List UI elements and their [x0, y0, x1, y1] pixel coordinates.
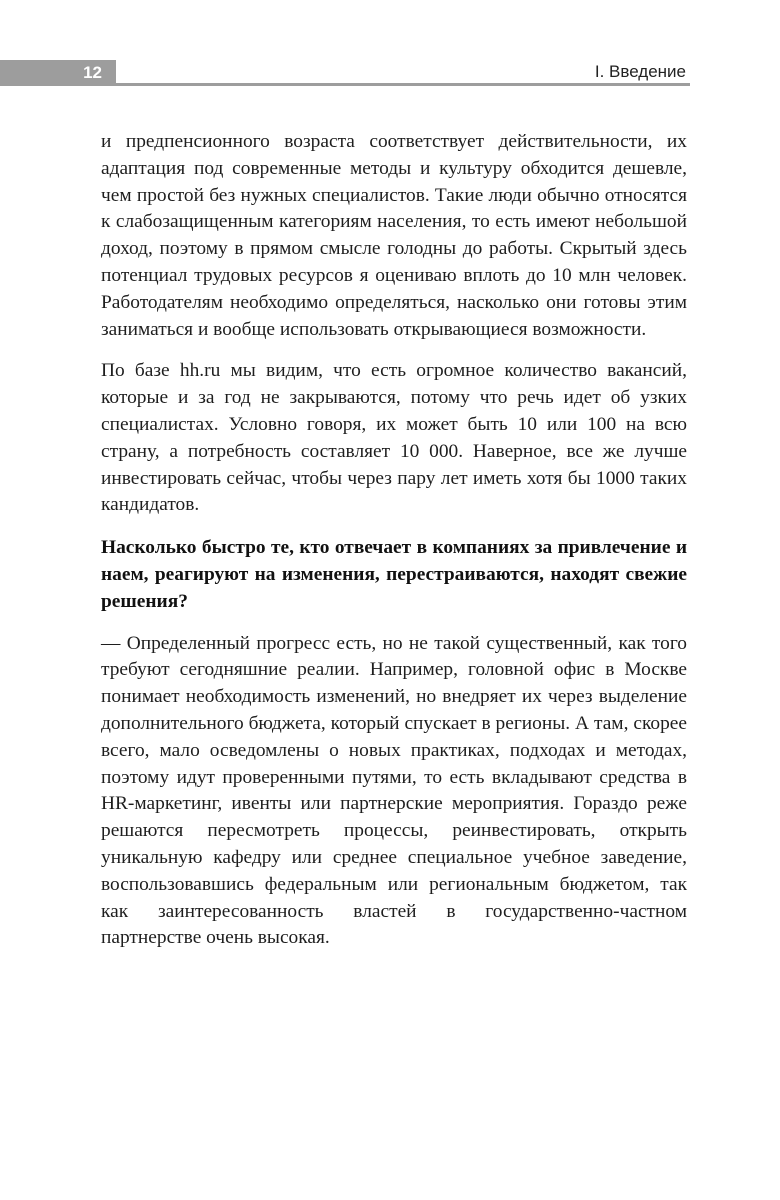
header-rule [116, 83, 690, 86]
paragraph-adaptation: и предпенсионного возраста соответствует действительности, их адаптация под современные методы и культуру обходится дешевле, чем простой без нужных специалистов. Такие люди обычно относятся к слабозащищенным категориям населения, то есть имеют небольшой доход, поэтому в прямом смысле голодны до работы. Скрытый здесь потенциал трудовых ресурсов я оцениваю вплоть до 10 млн человек. Работодателям необходимо определяться, насколько они готовы этим заниматься и вообще использовать открывающиеся возможности. [101, 131, 687, 340]
chapter-title: I. Введение [594, 62, 686, 81]
page-number: 12 [83, 63, 102, 82]
interview-answer: — Определенный прогресс есть, но не такой существенный, как того требуют сегодняшние реалии. Например, головной офис в Москве понимает необходимость изменений, но внедряет их через выделение дополнительного бюджета, который спускает в регионы. А там, скорее всего, мало осведомлены о новых практиках, подходах и методах, поэтому идут проверенными путями, то есть вкладывают средства в HR-маркетинг, ивенты или партнерские мероприятия. Гораздо реже решаются пересмотреть процессы, реинвестировать, открыть уникальную кафедру или среднее специальное учебное заведение, воспользовавшись федеральным или региональным бюджетом, так как заинтересованность властей в государственно-частном партнерстве очень высокая. [101, 632, 687, 949]
paragraph-hh-vacancies: По базе hh.ru мы видим, что есть огромное количество вакансий, которые и за год не закрываются, потому что речь идет об узких специалистах. Условно говоря, их может быть 10 или 100 на всю страну, а потребность составляет 10 000. Наверное, все же лучше инвестировать сейчас, чтобы через пару лет иметь хотя бы 1000 таких кандидатов. [101, 360, 687, 516]
running-header [0, 60, 690, 86]
interview-question: Насколько быстро те, кто отвечает в компаниях за привлечение и наем, реагируют на изменения, перестраиваются, находят свежие решения? [101, 537, 687, 612]
page-number-tab [0, 60, 116, 86]
page-body [101, 129, 687, 952]
